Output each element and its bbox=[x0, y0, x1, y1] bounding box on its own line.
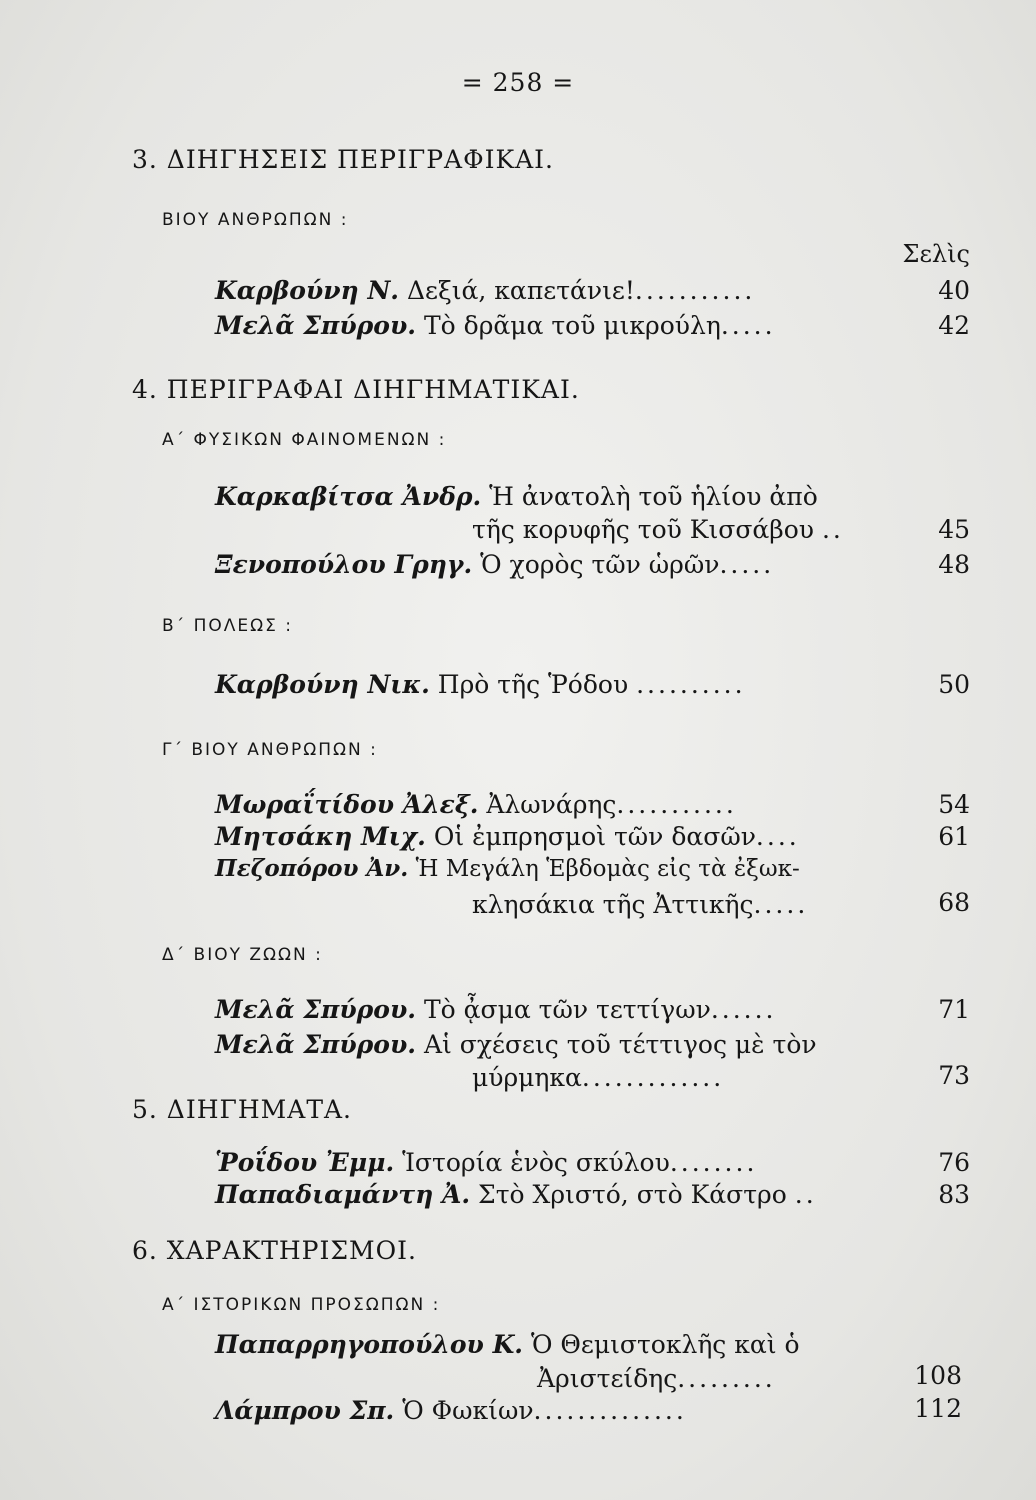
leader-dots: ...... bbox=[710, 995, 777, 1024]
toc-entry bbox=[215, 1396, 687, 1425]
toc-entry bbox=[215, 1148, 757, 1177]
section-5-heading: 5. ΔΙΗΓΗΜΑΤΑ. bbox=[132, 1095, 353, 1124]
entry-page: 108 bbox=[914, 1361, 962, 1390]
leader-dots: ..... bbox=[719, 550, 775, 579]
toc-entry bbox=[215, 670, 746, 699]
section-4b-subheading: Β΄ ΠΟΛΕΩΣ : bbox=[162, 616, 293, 636]
entry-author: Καρκαβίτσα Ἀνδρ. bbox=[215, 482, 482, 511]
toc-entry-continuation bbox=[472, 890, 808, 919]
leader-dots: ........ bbox=[669, 1148, 758, 1177]
entry-author: Πεζοπόρου Ἀν. bbox=[215, 855, 409, 882]
toc-entry bbox=[215, 482, 818, 511]
toc-entry bbox=[215, 550, 774, 579]
toc-entry bbox=[215, 855, 800, 882]
toc-entry-continuation bbox=[537, 1364, 776, 1393]
toc-entry bbox=[215, 311, 776, 340]
toc-entry bbox=[215, 1030, 817, 1059]
entry-author: Παπαρρηγοπούλου Κ. bbox=[215, 1330, 524, 1359]
section-4d-subheading: Δ΄ ΒΙΟΥ ΖΩΩΝ : bbox=[162, 945, 323, 965]
entry-page: 54 bbox=[938, 790, 970, 819]
leader-dots: .......... bbox=[636, 670, 746, 699]
entry-author: Παπαδιαμάντη Ἀ. bbox=[215, 1180, 471, 1209]
toc-entry bbox=[215, 1180, 817, 1209]
entry-author: Μελᾶ Σπύρου. bbox=[215, 1030, 417, 1059]
entry-page: 42 bbox=[938, 311, 970, 340]
entry-title: Οἱ ἐμπρησμοὶ τῶν δασῶν bbox=[433, 822, 756, 851]
entry-author: Μωραΐτίδου Ἀλεξ. bbox=[215, 790, 479, 819]
toc-entry-continuation bbox=[472, 1063, 724, 1092]
entry-author: Ξενοπούλου Γρηγ. bbox=[215, 550, 473, 579]
entry-title: Πρὸ τῆς Ῥόδου bbox=[437, 670, 629, 699]
entry-author: Μητσάκη Μιχ. bbox=[215, 822, 426, 851]
section-4-heading: 4. ΠΕΡΙΓΡΑΦΑΙ ΔΙΗΓΗΜΑΤΙΚΑΙ. bbox=[132, 375, 580, 404]
entry-page: 40 bbox=[938, 276, 970, 305]
entry-page: 68 bbox=[938, 888, 970, 917]
entry-title: Ὁ Φωκίων bbox=[402, 1396, 534, 1425]
entry-page: 50 bbox=[938, 670, 970, 699]
entry-title: Ἡ Μεγάλη Ἑβδομὰς εἰς τὰ ἐξωκ- bbox=[415, 856, 800, 882]
leader-dots: .. bbox=[794, 1180, 817, 1209]
section-6-heading: 6. ΧΑΡΑΚΤΗΡΙΣΜΟΙ. bbox=[132, 1236, 417, 1265]
entry-title: Ὁ χορὸς τῶν ὡρῶν bbox=[480, 550, 720, 579]
entry-title-continuation: κλησάκια τῆς Ἀττικῆς bbox=[472, 890, 754, 919]
entry-title: Τὸ ᾆσμα τῶν τεττίγων bbox=[423, 995, 711, 1024]
entry-page: 71 bbox=[938, 995, 970, 1024]
section-3-heading: 3. ΔΙΗΓΗΣΕΙΣ ΠΕΡΙΓΡΑΦΙΚΑΙ. bbox=[132, 145, 554, 174]
entry-title-continuation: τῆς κορυφῆς τοῦ Κισσάβου bbox=[472, 515, 814, 544]
section-6a-subheading: Α΄ ΙΣΤΟΡΙΚΩΝ ΠΡΟΣΩΠΩΝ : bbox=[162, 1295, 441, 1315]
entry-author: Καρβούνη Ν. bbox=[215, 276, 399, 305]
entry-author: Ῥοΐδου Ἐμμ. bbox=[215, 1148, 395, 1177]
leader-dots: .. bbox=[821, 515, 844, 544]
toc-entry bbox=[215, 995, 777, 1024]
entry-author: Λάμπρου Σπ. bbox=[215, 1396, 395, 1425]
section-4a-subheading: Α΄ ΦΥΣΙΚΩΝ ΦΑΙΝΟΜΕΝΩΝ : bbox=[162, 430, 447, 450]
toc-entry bbox=[215, 276, 755, 305]
entry-title: Ὁ Θεμιστοκλῆς καὶ ὁ bbox=[530, 1330, 800, 1359]
entry-title-continuation: Ἀριστείδης bbox=[537, 1364, 678, 1393]
entry-title: Δεξιά, καπετάνιε! bbox=[406, 276, 635, 305]
entry-title: Ἡ ἀνατολὴ τοῦ ἡλίου ἀπὸ bbox=[489, 482, 818, 511]
entry-page: 73 bbox=[938, 1061, 970, 1090]
entry-title: Ἱστορία ἑνὸς σκύλου bbox=[402, 1148, 670, 1177]
page-column-header: Σελὶς bbox=[902, 240, 970, 268]
toc-entry-continuation bbox=[472, 515, 844, 544]
section-3-subheading: ΒΙΟΥ ΑΝΘΡΩΠΩΝ : bbox=[162, 210, 349, 230]
entry-title: Αἱ σχέσεις τοῦ τέττιγος μὲ τὸν bbox=[423, 1030, 817, 1059]
leader-dots: ............. bbox=[581, 1063, 725, 1092]
leader-dots: ..... bbox=[720, 311, 776, 340]
entry-page: 61 bbox=[938, 822, 970, 851]
entry-page: 76 bbox=[938, 1148, 970, 1177]
section-4c-subheading: Γ΄ ΒΙΟΥ ΑΝΘΡΩΠΩΝ : bbox=[162, 740, 378, 760]
entry-title: Στὸ Χριστό, στὸ Κάστρο bbox=[478, 1180, 787, 1209]
entry-page: 45 bbox=[938, 515, 970, 544]
leader-dots: .............. bbox=[533, 1396, 687, 1425]
leader-dots: ........... bbox=[634, 276, 756, 305]
leader-dots: ......... bbox=[677, 1364, 776, 1393]
entry-title: Τὸ δρᾶμα τοῦ μικρούλη bbox=[423, 311, 721, 340]
entry-title-continuation: μύρμηκα bbox=[472, 1063, 582, 1092]
entry-title: Ἀλωνάρης bbox=[486, 790, 617, 819]
entry-author: Μελᾶ Σπύρου. bbox=[215, 995, 417, 1024]
leader-dots: ..... bbox=[753, 890, 809, 919]
entry-page: 83 bbox=[938, 1180, 970, 1209]
entry-page: 112 bbox=[914, 1394, 962, 1423]
toc-entry bbox=[215, 822, 800, 851]
toc-entry bbox=[215, 790, 737, 819]
leader-dots: .... bbox=[755, 822, 800, 851]
page-number: = 258 = bbox=[461, 68, 575, 97]
entry-author: Καρβούνη Νικ. bbox=[215, 670, 430, 699]
entry-author: Μελᾶ Σπύρου. bbox=[215, 311, 417, 340]
entry-page: 48 bbox=[938, 550, 970, 579]
toc-entry bbox=[215, 1330, 800, 1359]
leader-dots: ........... bbox=[616, 790, 737, 819]
